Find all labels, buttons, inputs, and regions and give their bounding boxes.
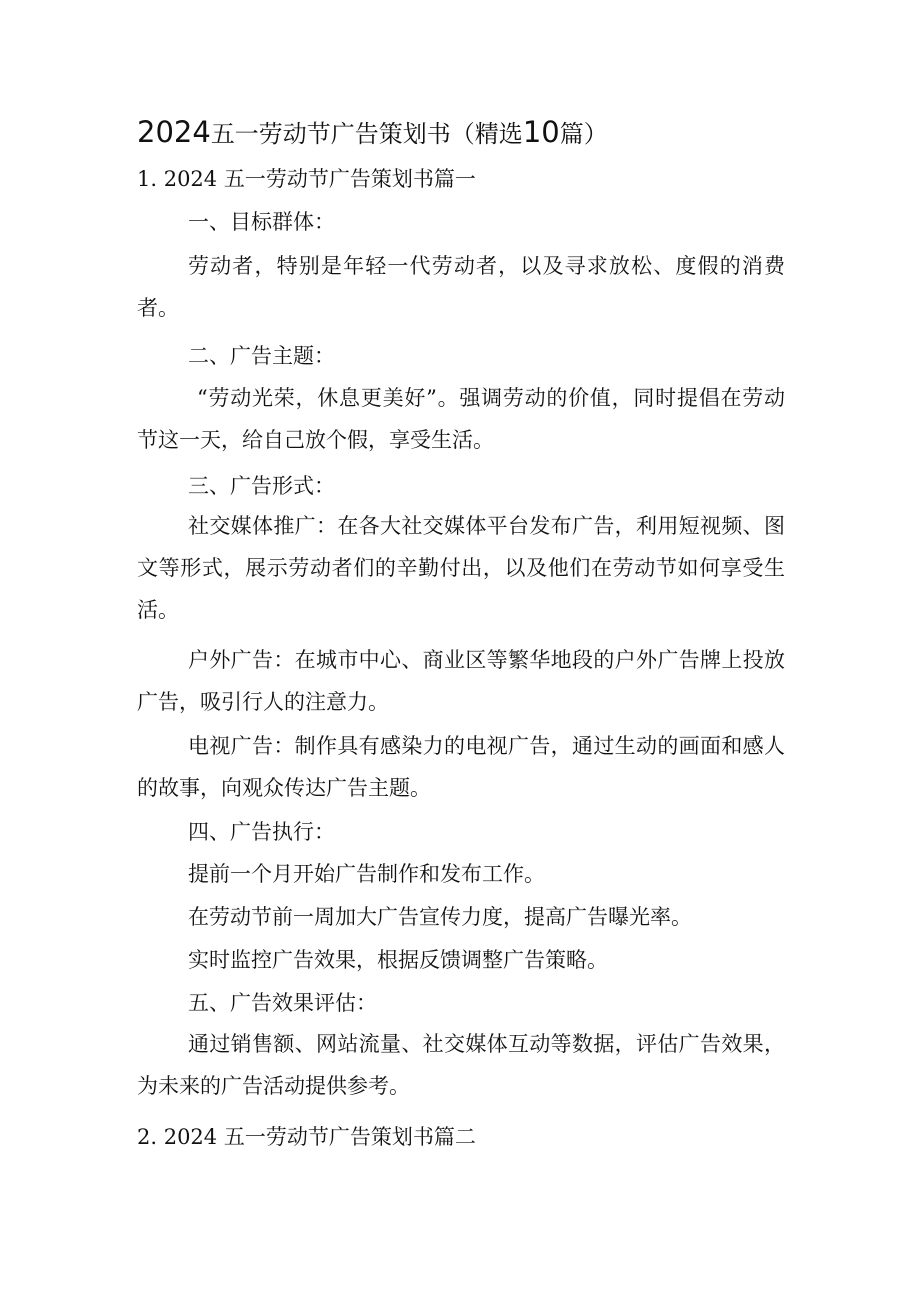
exec-item-1: 提前一个月开始广告制作和发布工作。 bbox=[188, 862, 545, 886]
title-count: 10 bbox=[522, 115, 560, 149]
target-heading: 一、目标群体： bbox=[188, 210, 335, 234]
theme-paragraph: “劳动光荣，休息更美好”。强调劳动的价值，同时提倡在劳动节这一天，给自己放个假，享受生活。 bbox=[137, 386, 785, 452]
title-text-end: 篇） bbox=[559, 120, 608, 148]
theme-heading: 二、广告主题： bbox=[188, 344, 335, 368]
title-year: 2024 bbox=[137, 115, 211, 149]
form-social-paragraph: 社交媒体推广：在各大社交媒体平台发布广告，利用短视频、图文等形式，展示劳动者们的辛勤付出，以及他们在劳动节如何享受生活。 bbox=[137, 514, 785, 622]
document-title bbox=[137, 112, 837, 152]
exec-item-3: 实时监控广告效果，根据反馈调整广告策略。 bbox=[188, 948, 608, 972]
form-outdoor-paragraph: 户外广告：在城市中心、商业区等繁华地段的户外广告牌上投放广告，吸引行人的注意力。 bbox=[137, 648, 785, 714]
exec-heading: 四、广告执行： bbox=[188, 820, 335, 844]
section-2-heading: 2. 2024 五一劳动节广告策划书篇二 bbox=[137, 1125, 476, 1149]
eval-heading: 五、广告效果评估： bbox=[188, 991, 377, 1015]
form-tv-paragraph: 电视广告：制作具有感染力的电视广告，通过生动的画面和感人的故事，向观众传达广告主题。 bbox=[137, 734, 785, 800]
section-1-heading: 1. 2024 五一劳动节广告策划书篇一 bbox=[137, 167, 476, 191]
exec-item-2: 在劳动节前一周加大广告宣传力度，提高广告曝光率。 bbox=[188, 905, 692, 929]
eval-paragraph: 通过销售额、网站流量、社交媒体互动等数据，评估广告效果，为未来的广告活动提供参考。 bbox=[137, 1032, 785, 1098]
form-heading: 三、广告形式： bbox=[188, 474, 335, 498]
target-paragraph: 劳动者，特别是年轻一代劳动者，以及寻求放松、度假的消费者。 bbox=[137, 254, 785, 320]
title-text-mid: 五一劳动节广告策划书（精选 bbox=[210, 120, 523, 148]
